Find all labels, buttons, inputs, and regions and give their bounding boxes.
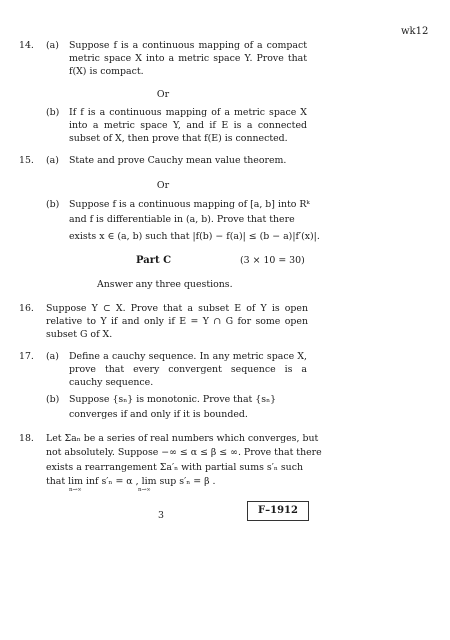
q15-a-label: (a) [46,155,59,166]
q14-b-label: (b) [46,107,60,118]
part-c-title: Part C [136,255,172,266]
paper-code-box: F–1912 [247,501,309,521]
question-number-16: 16. [19,303,34,314]
page-number: 3 [158,510,164,521]
q18-line1: Let Σaₙ be a series of real numbers which converges, but [46,433,319,444]
question-number-14: 14. [19,40,34,51]
q14-or: Or [156,89,170,100]
page-code: wk12 [401,26,429,37]
question-number-15: 15. [19,155,34,166]
q18-limsup-subscript: n→∞ [138,487,151,493]
q17-b-line2: converges if and only if it is bounded. [69,409,248,420]
q18-line4: that lim inf s′ₙ = α , lim sup s′ₙ = β . [46,476,216,487]
part-c-marks: (3 × 10 = 30) [240,255,305,266]
q15-b-line3: exists x ∈ (a, b) such that |f(b) − f(a)| ≤ (b − a)|f′(x)|. [69,231,320,242]
q14-a-label: (a) [46,40,59,51]
q17-a-text: Define a cauchy sequence. In any metric space X, prove that every convergent sequence is a cauchy sequence. [69,351,307,388]
q18-line3: exists a rearrangement Σa′ₙ with partial sums s′ₙ such [46,462,303,473]
q17-a-label: (a) [46,351,59,362]
q17-b-label: (b) [46,394,60,405]
q16-text: Suppose Y ⊂ X. Prove that a subset E of Y is open relative to Y if and only if E = Y ∩ G for some open subset G of X. [46,303,308,340]
q18-liminf-subscript: n→∞ [69,487,82,493]
q15-b-line1: Suppose f is a continuous mapping of [a, b] into Rᵏ [69,199,310,210]
q15-or: Or [156,180,170,191]
question-number-17: 17. [19,351,34,362]
q14-a-text: Suppose f is a continuous mapping of a compact metric space X into a metric space Y. Prove that f(X) is compact. [69,40,307,77]
question-number-18: 18. [19,433,34,444]
q14-b-text: If f is a continuous mapping of a metric space X into a metric space Y, and if E is a connected subset of X, then prove that f(E) is connected. [69,107,307,144]
q15-a-text: State and prove Cauchy mean value theorem. [69,155,287,166]
q15-b-label: (b) [46,199,60,210]
q15-b-line2: and f is differentiable in (a, b). Prove that there [69,214,295,225]
part-c-instruction: Answer any three questions. [97,279,233,290]
q18-line2: not absolutely. Suppose −∞ ≤ α ≤ β ≤ ∞. Prove that there [46,447,322,458]
q17-b-line1: Suppose {sₙ} is monotonic. Prove that {sₙ} [69,394,277,405]
